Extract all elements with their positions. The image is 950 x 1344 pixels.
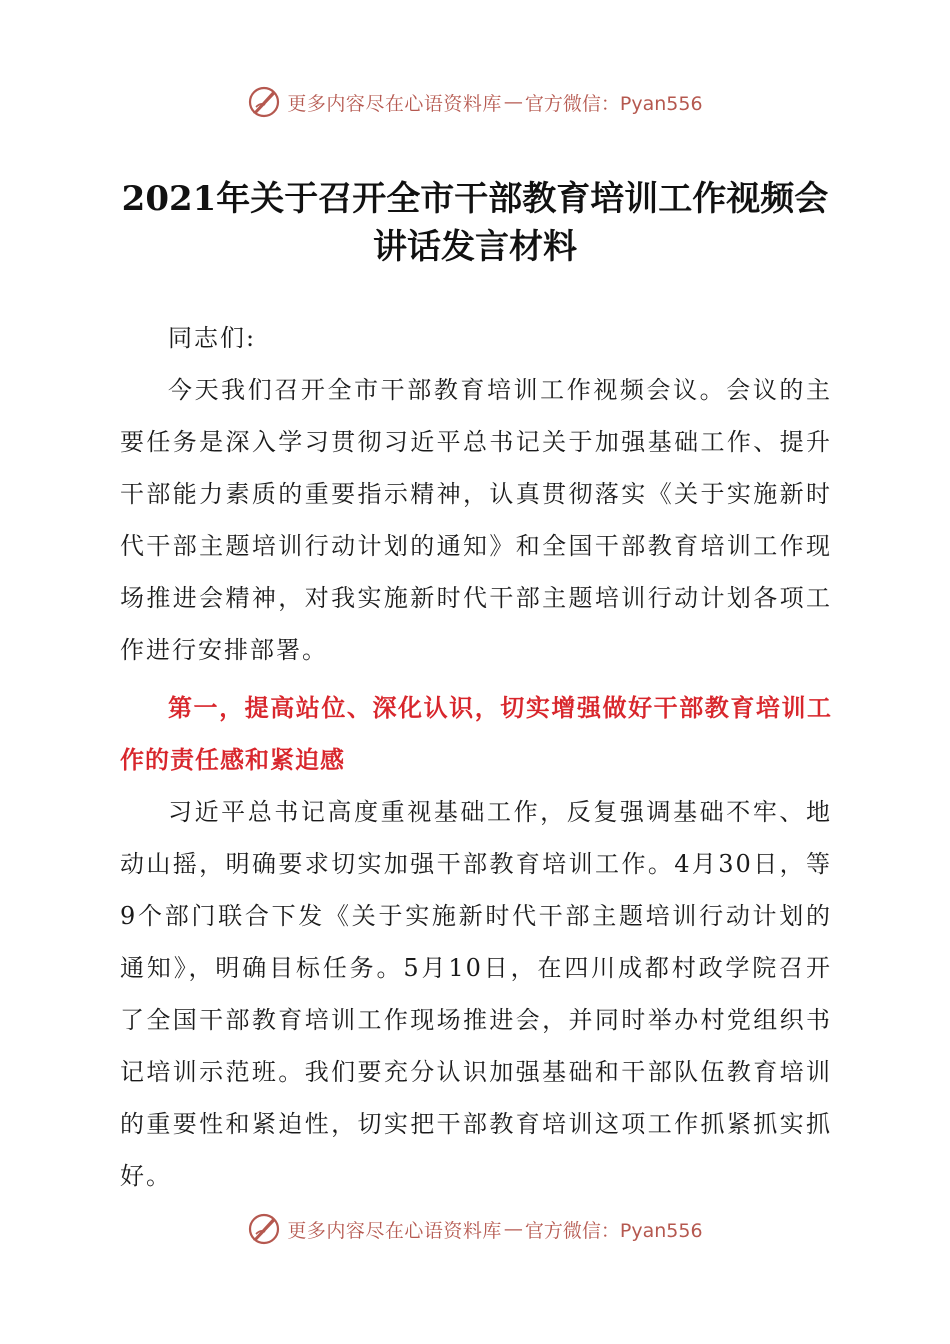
banner-text: 更多内容尽在心语资料库 [287, 92, 502, 115]
paragraph-section-1: 习近平总书记高度重视基础工作，反复强调基础不牢、地动山摇，明确要求切实加强干部教育培训工作。4月30日，等9个部门联合下发《关于实施新时代干部主题培训行动计划的通知》，明确目标任务。5月10日，在四川成都村政学院召开了全国干部教育培训工作现场推进会，并同时举办村党组织书记培训示范班。我们要充分认识加强基础和干部队伍教育培训的重要性和紧迫性，切实把干部教育培训这项工作抓紧抓实抓好。 [120, 798, 832, 1190]
document-title [0, 175, 950, 271]
document-body [120, 312, 832, 1202]
quill-pen-in-circle-icon [247, 1212, 281, 1246]
salutation: 同志们: [168, 324, 257, 352]
banner-wechat: 官方微信：Pyan556 [524, 92, 703, 115]
banner-wechat: 官方微信：Pyan556 [524, 1219, 703, 1242]
title-line-2: 讲话发言材料 [373, 227, 577, 267]
header-watermark-banner [0, 80, 950, 124]
banner-text: 更多内容尽在心语资料库 [287, 1219, 502, 1242]
banner-separator: — [503, 91, 523, 113]
footer-watermark-banner [0, 1207, 950, 1251]
banner-separator: — [503, 1218, 523, 1240]
quill-pen-in-circle-icon [247, 85, 281, 119]
section-heading-1: 第一，提高站位、深化认识，切实增强做好干部教育培训工作的责任感和紧迫感 [120, 694, 832, 774]
title-line-1: 2021年关于召开全市干部教育培训工作视频会 [121, 179, 829, 219]
paragraph-intro: 今天我们召开全市干部教育培训工作视频会议。会议的主要任务是深入学习贯彻习近平总书记关于加强基础工作、提升干部能力素质的重要指示精神，认真贯彻落实《关于实施新时代干部主题培训行动计划的通知》和全国干部教育培训工作现场推进会精神，对我实施新时代干部主题培训行动计划各项工作进行安排部署。 [120, 376, 832, 664]
